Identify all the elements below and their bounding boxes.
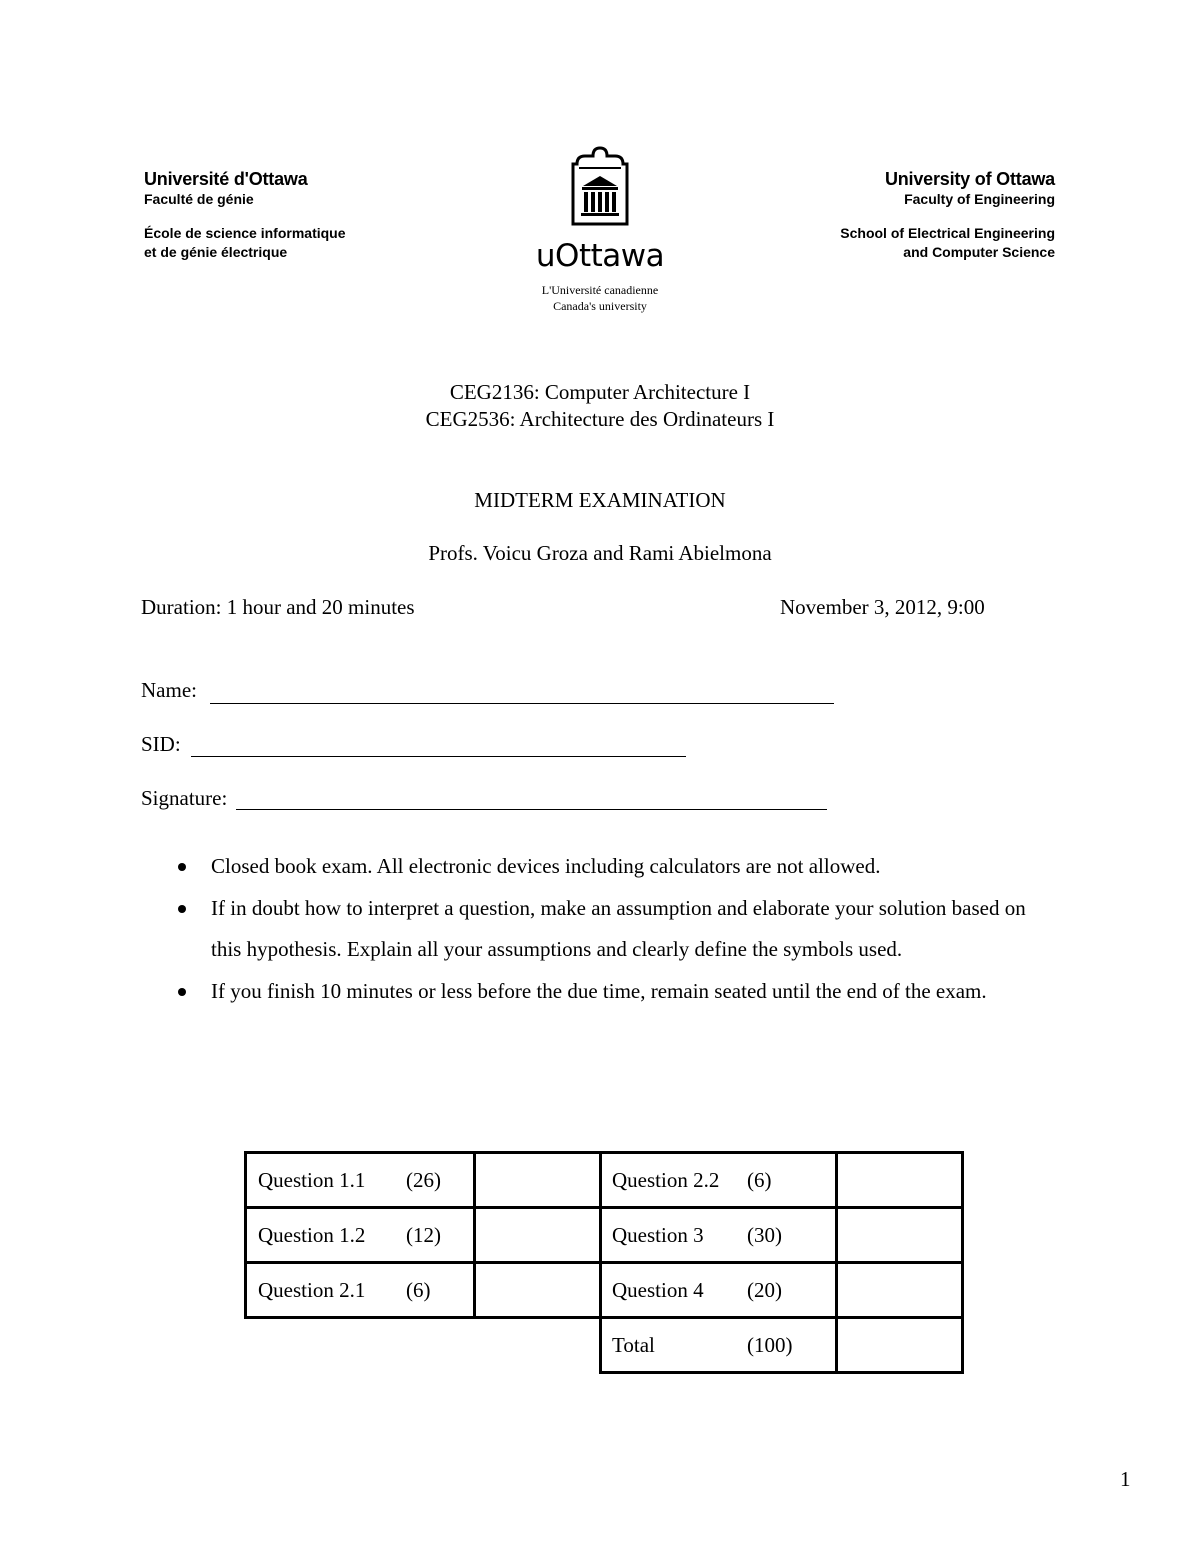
sid-field[interactable] (191, 756, 686, 757)
total-cell (601, 1318, 837, 1373)
score-box[interactable] (837, 1208, 963, 1263)
question-cell (246, 1208, 475, 1263)
table-row (246, 1263, 963, 1318)
logo-wordmark: uOttawa (535, 238, 665, 274)
logo-tagline-en: Canada's university (553, 299, 647, 313)
question-points: (20) (747, 1277, 782, 1302)
university-name-en: University of Ottawa (884, 169, 1055, 189)
signature-label: Signature: (141, 786, 228, 810)
total-score-box[interactable] (837, 1318, 963, 1373)
question-label: Question 3 (612, 1222, 704, 1247)
faculty-name-fr: Faculté de génie (144, 191, 254, 207)
question-cell (246, 1263, 475, 1318)
university-name-fr: Université d'Ottawa (144, 169, 308, 189)
exam-duration: Duration: 1 hour and 20 minutes (141, 595, 415, 619)
empty-cell (246, 1318, 475, 1373)
score-box[interactable] (837, 1153, 963, 1208)
header-french (144, 168, 346, 262)
exam-date: November 3, 2012, 9:00 (780, 595, 985, 619)
question-label: Question 2.2 (612, 1167, 720, 1192)
logo-tagline-fr: L'Université canadienne (541, 283, 659, 297)
empty-cell (475, 1318, 601, 1373)
name-field[interactable] (210, 703, 834, 704)
instruction-item: If in doubt how to interpret a question, make an assumption and elaborate your solution based on this hypothesis. Explain all your assumptions and clearly define the symbols used. (176, 888, 1056, 970)
question-label: Question 1.1 (258, 1167, 366, 1192)
school-name-fr-line1: École de science informatique (144, 225, 346, 241)
course-title-en: CEG2136: Computer Architecture I (449, 380, 751, 404)
question-cell (601, 1263, 837, 1318)
score-box[interactable] (475, 1153, 601, 1208)
instruction-item: If you finish 10 minutes or less before the due time, remain seated until the end of the exam. (176, 971, 1056, 1012)
sid-label: SID: (141, 732, 181, 756)
signature-field[interactable] (236, 809, 827, 810)
table-row (246, 1318, 963, 1373)
header-english (840, 168, 1055, 262)
score-box[interactable] (475, 1208, 601, 1263)
table-row (246, 1208, 963, 1263)
faculty-name-en: Faculty of Engineering (904, 191, 1055, 207)
question-points: (26) (406, 1167, 441, 1192)
question-points: (30) (747, 1222, 782, 1247)
school-name-en-line2: and Computer Science (903, 244, 1055, 260)
name-label: Name: (141, 678, 197, 702)
course-title-fr: CEG2536: Architecture des Ordinateurs I (425, 407, 775, 431)
question-cell (246, 1153, 475, 1208)
school-name-fr-line2: et de génie électrique (144, 244, 288, 260)
question-points: (12) (406, 1222, 441, 1247)
question-points: (6) (747, 1167, 772, 1192)
total-points: (100) (747, 1332, 793, 1357)
question-cell (601, 1153, 837, 1208)
exam-title: MIDTERM EXAMINATION (474, 488, 726, 512)
marks-table (244, 1151, 964, 1374)
question-cell (601, 1208, 837, 1263)
school-name-en-line1: School of Electrical Engineering (840, 225, 1055, 241)
total-label: Total (612, 1332, 655, 1357)
uottawa-logo (520, 146, 680, 314)
instruction-item: Closed book exam. All electronic devices including calculators are not allowed. (176, 846, 1056, 887)
table-row (246, 1153, 963, 1208)
question-label: Question 2.1 (258, 1277, 366, 1302)
question-points: (6) (406, 1277, 431, 1302)
university-building-icon (563, 146, 637, 226)
instructions-list (176, 846, 1056, 1013)
score-box[interactable] (837, 1263, 963, 1318)
professors: Profs. Voicu Groza and Rami Abielmona (428, 541, 772, 565)
score-box[interactable] (475, 1263, 601, 1318)
page-number: 1 (1120, 1467, 1131, 1491)
question-label: Question 4 (612, 1277, 704, 1302)
question-label: Question 1.2 (258, 1222, 366, 1247)
